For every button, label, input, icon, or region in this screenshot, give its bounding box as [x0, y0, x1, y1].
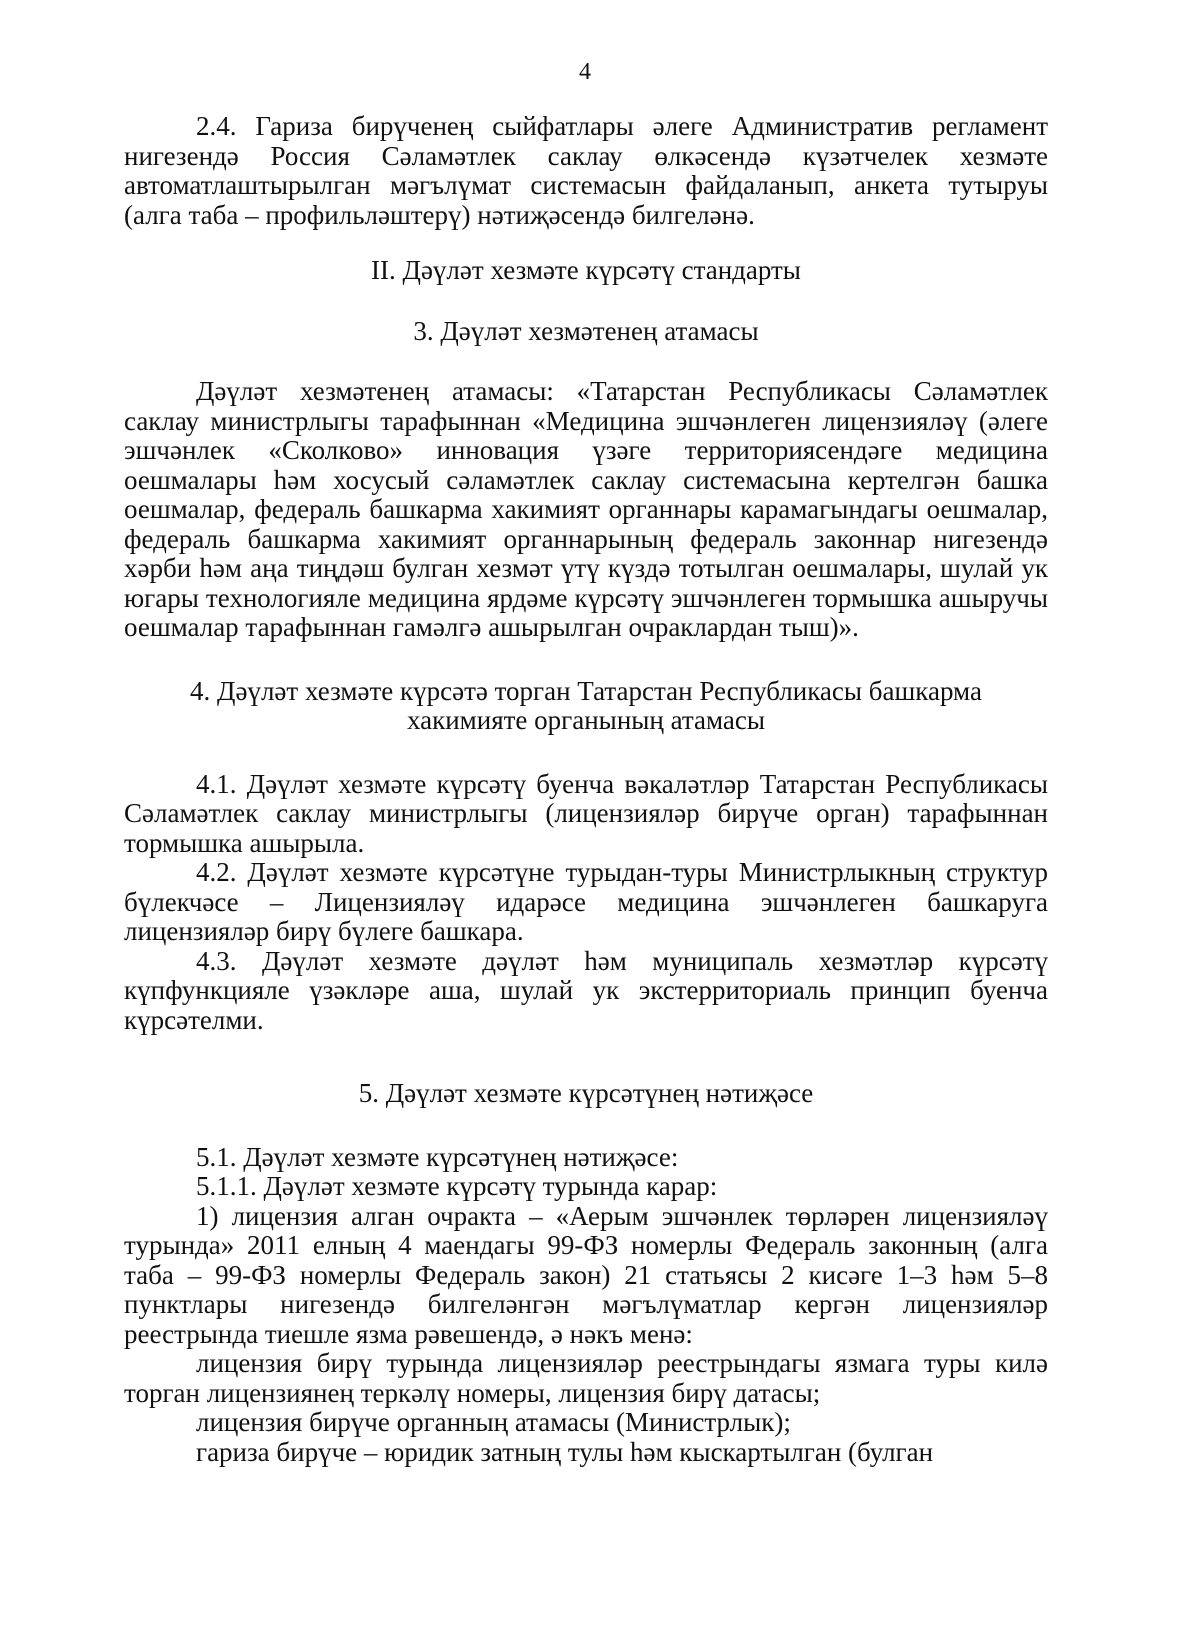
paragraph-5-item-1: 1) лицензия алган очракта – «Аерым эшчәнлек төрләрен лицензияләү турында» 2011 елның 4 маендагы 99-ФЗ номерлы Федераль законның (алга таба – 99-ФЗ номерлы Федераль закон) 21 статьясы 2 кисәге 1–3 һәм 5–8 пунктлары нигезендә билгеләнгән мәгълүматлар кергән лицензияләр реестрында тиешле язма рәвешендә, ә нәкъ менә: — [124, 1200, 1048, 1349]
page-number: 4 — [579, 59, 591, 85]
paragraph-service-name: Дәүләт хезмәтенең атамасы: «Татарстан Республикасы Сәламәтлек саклау министрлыгы тарафыннан «Медицина эшчәнлеген лицензияләү (әлеге эшчәнлек «Сколково» инновация үзәге территориясендәге медицина оешмалары һәм хосусый сәламәтлек саклау системасына кертелгән башка оешмалар, федераль башкарма хакимият органнары карамагындагы оешмалар, федераль башкарма хакимият органнарының федераль законнар нигезендә хәрби һәм аңа тиңдәш булган хезмәт үтү күздә тотылган оешмалары, шулай ук югары технологияле медицина ярдәме күрсәтү эшчәнлеген тормышка ашыручы оешмалар тарафыннан гамәлгә ашырылган очраклардан тыш)». — [124, 376, 1048, 642]
heading-section-3: 3. Дәүләт хезмәтенең атамасы — [413, 315, 759, 346]
paragraph-4-2: 4.2. Дәүләт хезмәте күрсәтүне турыдан-туры Министрлыкның структур бүлекчәсе – Лицензияләү идарәсе медицина эшчәнлеген башкаруга лицензияләр бирү бүлеге башкара. — [124, 857, 1048, 946]
paragraph-5-1: 5.1. Дәүләт хезмәте күрсәтүнең нәтиҗәсе: — [196, 1141, 679, 1172]
paragraph-5-1-1: 5.1.1. Дәүләт хезмәте күрсәтү турында карар: — [196, 1171, 718, 1201]
paragraph-4-3: 4.3. Дәүләт хезмәте дәүләт һәм муниципаль хезмәтләр күрсәтү күпфункцияле үзәкләре аша, шулай ук экстерриториаль принцип буенча күрсәтелми. — [124, 945, 1048, 1035]
paragraph-2-4: 2.4. Гариза бирүченең сыйфатлары әлеге Административ регламент нигезендә Россия Сәламәтлек саклау өлкәсендә күзәтчелек хезмәте автоматлаштырылган мәгълүмат системасын файдаланып, анкета тутыруы (алга таба – профильләштерү) нәтиҗәсендә билгеләнә. — [124, 111, 1048, 230]
paragraph-5-sub-3: гариза бирүче – юридик затның тулы һәм кыскартылган (булган — [196, 1436, 934, 1467]
heading-section-4: 4. Дәүләт хезмәте күрсәтә торган Татарстан Республикасы башкарма хакимияте органының атамасы — [190, 675, 982, 735]
paragraph-4-1: 4.1. Дәүләт хезмәте күрсәтү буенча вәкаләтләр Татарстан Республикасы Сәламәтлек саклау министрлыгы (лицензияләр бирүче орган) тарафыннан тормышка ашырыла. — [124, 768, 1048, 858]
heading-section-5: 5. Дәүләт хезмәте күрсәтүнең нәтиҗәсе — [358, 1078, 814, 1108]
heading-section-2: II. Дәүләт хезмәте күрсәтү стандарты — [371, 255, 801, 285]
paragraph-5-sub-2: лицензия бирүче органның атамасы (Министрлык); — [196, 1407, 791, 1437]
document-body — [124, 112, 1048, 1467]
paragraph-5-sub-1: лицензия бирү турында лицензияләр реестрындагы язмага туры килә торган лицензиянең теркәлү номеры, лицензия бирү датасы; — [124, 1348, 1048, 1408]
